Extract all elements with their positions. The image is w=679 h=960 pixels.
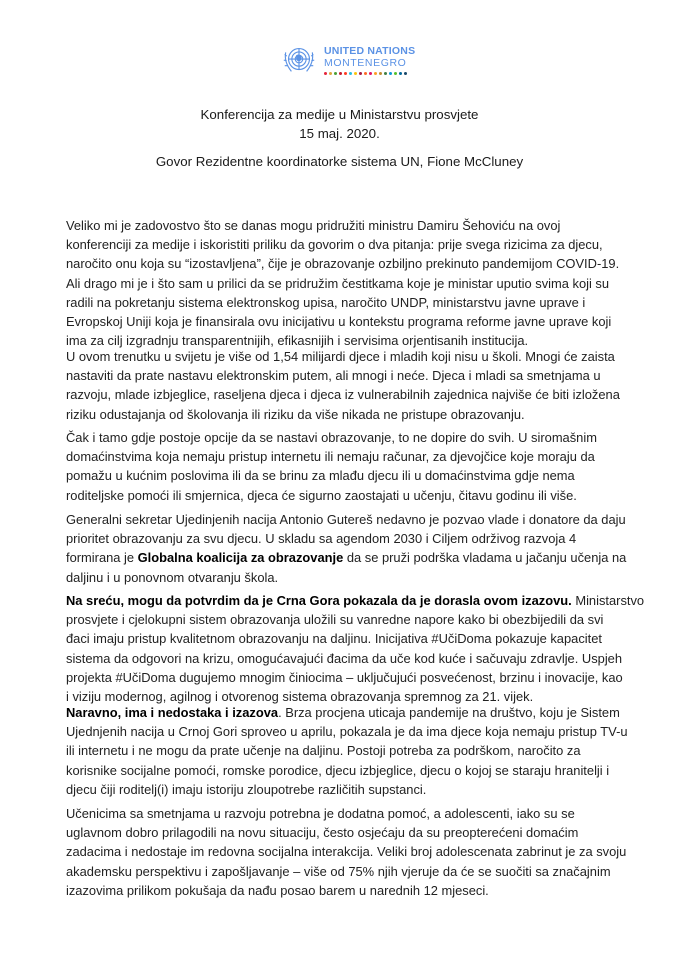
text-line: daljinu i u ponovnom otvaranju škola.: [66, 569, 279, 585]
sdg-dot: [349, 72, 352, 75]
document-title: Konferencija za medije u Ministarstvu prosvjete: [200, 107, 479, 122]
text-line: razvoju, mlade izbjeglice, raseljena djeca i djeca iz vulnerabilnih zajednica najviše će biti izložena: [66, 387, 620, 403]
sdg-dot: [394, 72, 397, 75]
bold-phrase-global-coalition: Globalna koalicija za obrazovanje: [137, 550, 344, 566]
sdg-dot: [324, 72, 327, 75]
paragraph-3: [66, 428, 641, 505]
text-line: [66, 548, 641, 567]
sdg-dot: [404, 72, 407, 75]
sdg-dot: [389, 72, 392, 75]
sdg-dot: [344, 72, 347, 75]
text-line: projekta #UčiDoma dugujemo mnogim činiocima – uključujući posvećenost, brzinu i inovacije, kao: [66, 669, 623, 685]
text-segment: da se pruži podrška vladama u jačanju učenja na: [343, 550, 627, 566]
text-line: pomažu u kućnim poslovima ili da se brinu za mlađu djecu ili u domaćinstvima gdje nema: [66, 468, 575, 484]
text-line: riziku odustajanja od školovanja ili riziku da više nikada ne pristupe obrazovanju.: [66, 406, 525, 422]
text-line: đaci imaju pristup kvalitetnom obrazovanju na daljinu. Inicijativa #UčiDoma pokazuje kapacitet: [66, 631, 602, 647]
text-line: nastaviti da prate nastavu elektronskim putem, ali mnogi i neće. Djeca i mladi sa smetnjama u: [66, 368, 601, 384]
sdg-dot: [354, 72, 357, 75]
text-segment: formirana je: [66, 550, 138, 566]
text-line: sistema da odgovori na krizu, omogućavajući đacima da uče kod kuće i sačuvaju zdravlje. Uspjeh: [66, 650, 623, 666]
sdg-color-dots: [324, 72, 415, 75]
text-segment: Ministarstvo: [571, 593, 645, 608]
text-line: akademsku perspektivu i zapošljavanje – više od 75% njih vjeruje da će se suočiti sa značajnim: [66, 863, 611, 879]
text-line: zadacima i nedostaje im redovna socijalna interakcija. Veliki broj adolescenata zabrinut je za svoju: [66, 844, 627, 860]
text-segment: . Brza procjena uticaja pandemije na društvo, koju je Sistem: [278, 705, 620, 720]
paragraph-6: [66, 703, 641, 799]
text-line: Veliko mi je zadovostvo što se danas mogu pridružiti ministru Damiru Šehoviću na ovoj: [66, 218, 561, 233]
logo-title: UNITED NATIONS: [324, 45, 416, 57]
sdg-dot: [399, 72, 402, 75]
text-line: U ovom trenutku u svijetu je više od 1,54 milijardi djece i mladih koji nisu u školi. Mnogi će zaista: [66, 349, 615, 364]
text-line: izazovima prilikom pokušaja da nađu posao barem u narednih 12 mjeseci.: [66, 882, 489, 898]
text-line: [66, 591, 645, 610]
text-line: djecu čiji roditelj(i) imaju istoriju zloupotrebe različitih supstanci.: [66, 781, 427, 797]
text-line: konferenciji za medije i iskoristiti priliku da govorim o dva pitanja: prije svega rizicima za djecu,: [66, 237, 603, 253]
document-subtitle: Govor Rezidentne koordinatorke sistema UN, Fione McCluney: [155, 154, 524, 169]
text-line: prioritet obrazovanju za svu djecu. U skladu sa agendom 2030 i Ciljem održivog razvoja 4: [66, 531, 577, 547]
text-line: korisnike socijalne pomoći, romske porodice, djecu izbjeglice, djecu o kojoj se staraju hranitelji i: [66, 762, 610, 778]
paragraph-7: [66, 804, 641, 900]
text-line: Ali drago mi je i što sam u prilici da se pridružim čestitkama koje je ministar uputio svima koji su: [66, 275, 610, 291]
text-line: naročito onu koja su “izostavljena”, čije je obrazovanje ozbiljno prekinuto pandemijom COVID-19.: [66, 256, 620, 272]
sdg-dot: [369, 72, 372, 75]
text-line: domaćinstvima koja nemaju pristup internetu ili nemaju računar, za djevojčice koje moraju da: [66, 449, 595, 465]
text-line: Čak i tamo gdje postoje opcije da se nastavi obrazovanje, to ne dopire do svih. U siromašnim: [66, 430, 597, 445]
text-line: roditeljske pomoći ili smjernica, djeca će sigurno zaostajati u učenju, čitavu godinu ili više.: [66, 487, 577, 503]
sdg-dot: [379, 72, 382, 75]
sdg-dot: [384, 72, 387, 75]
text-line: prosvjete i cjelokupni sistem obrazovanja uložili su vanredne napore kako bi obezbijedili da svi: [66, 612, 604, 628]
text-line: Evropskoj Uniji koja je finansirala ovu inicijativu u kontekstu programa reforme javne uprave koji: [66, 314, 612, 330]
sdg-dot: [359, 72, 362, 75]
text-line: i viziju modernog, agilnog i otvorenog sistema obrazovanja spremnog za 21. vijek.: [66, 689, 534, 705]
bold-phrase-montenegro: Na sreću, mogu da potvrdim da je Crna Gora pokazala da je dorasla ovom izazovu.: [66, 593, 572, 608]
text-line: Učenicima sa smetnjama u razvoju potrebna je dodatna pomoć, a adolescenti, iako su se: [66, 806, 575, 821]
logo-country: MONTENEGRO: [324, 57, 407, 69]
sdg-dot: [329, 72, 332, 75]
text-line: Generalni sekretar Ujedinjenih nacija Antonio Gutereš nedavno je pozvao vlade i donatore da daju: [66, 512, 626, 527]
sdg-dot: [374, 72, 377, 75]
text-line: uglavnom dobro prilagodili na novu situaciju, često osjećaju da su preopterećeni domaćim: [66, 825, 579, 841]
paragraph-1: [66, 216, 641, 350]
paragraph-2: [66, 347, 641, 424]
text-line: [66, 703, 641, 722]
un-emblem-icon: [280, 41, 318, 79]
text-line: radili na pokretanju sistema elektronskog upisa, naročito UNDP, ministarstvu javne uprave i: [66, 294, 586, 310]
text-line: Ujednjenih nacija u Crnoj Gori sproveo u aprilu, pokazala je da ima djece koja nemaju pristup TV-u: [66, 724, 628, 740]
paragraph-4: [66, 510, 641, 587]
text-line: ima za cilj izgradnju transparentnijih, efikasnijih i servisima orjentisanih institucija.: [66, 333, 529, 349]
sdg-dot: [334, 72, 337, 75]
paragraph-5: [66, 591, 645, 706]
bold-phrase-challenges: Naravno, ima i nedostaka i izazova: [66, 705, 279, 720]
document-date: 15 maj. 2020.: [299, 126, 380, 141]
sdg-dot: [339, 72, 342, 75]
text-line: ili internetu i ne mogu da prate učenje na daljinu. Postoji potreba za podrškom, naročito za: [66, 743, 581, 759]
un-montenegro-logo: [280, 40, 415, 80]
sdg-dot: [364, 72, 367, 75]
